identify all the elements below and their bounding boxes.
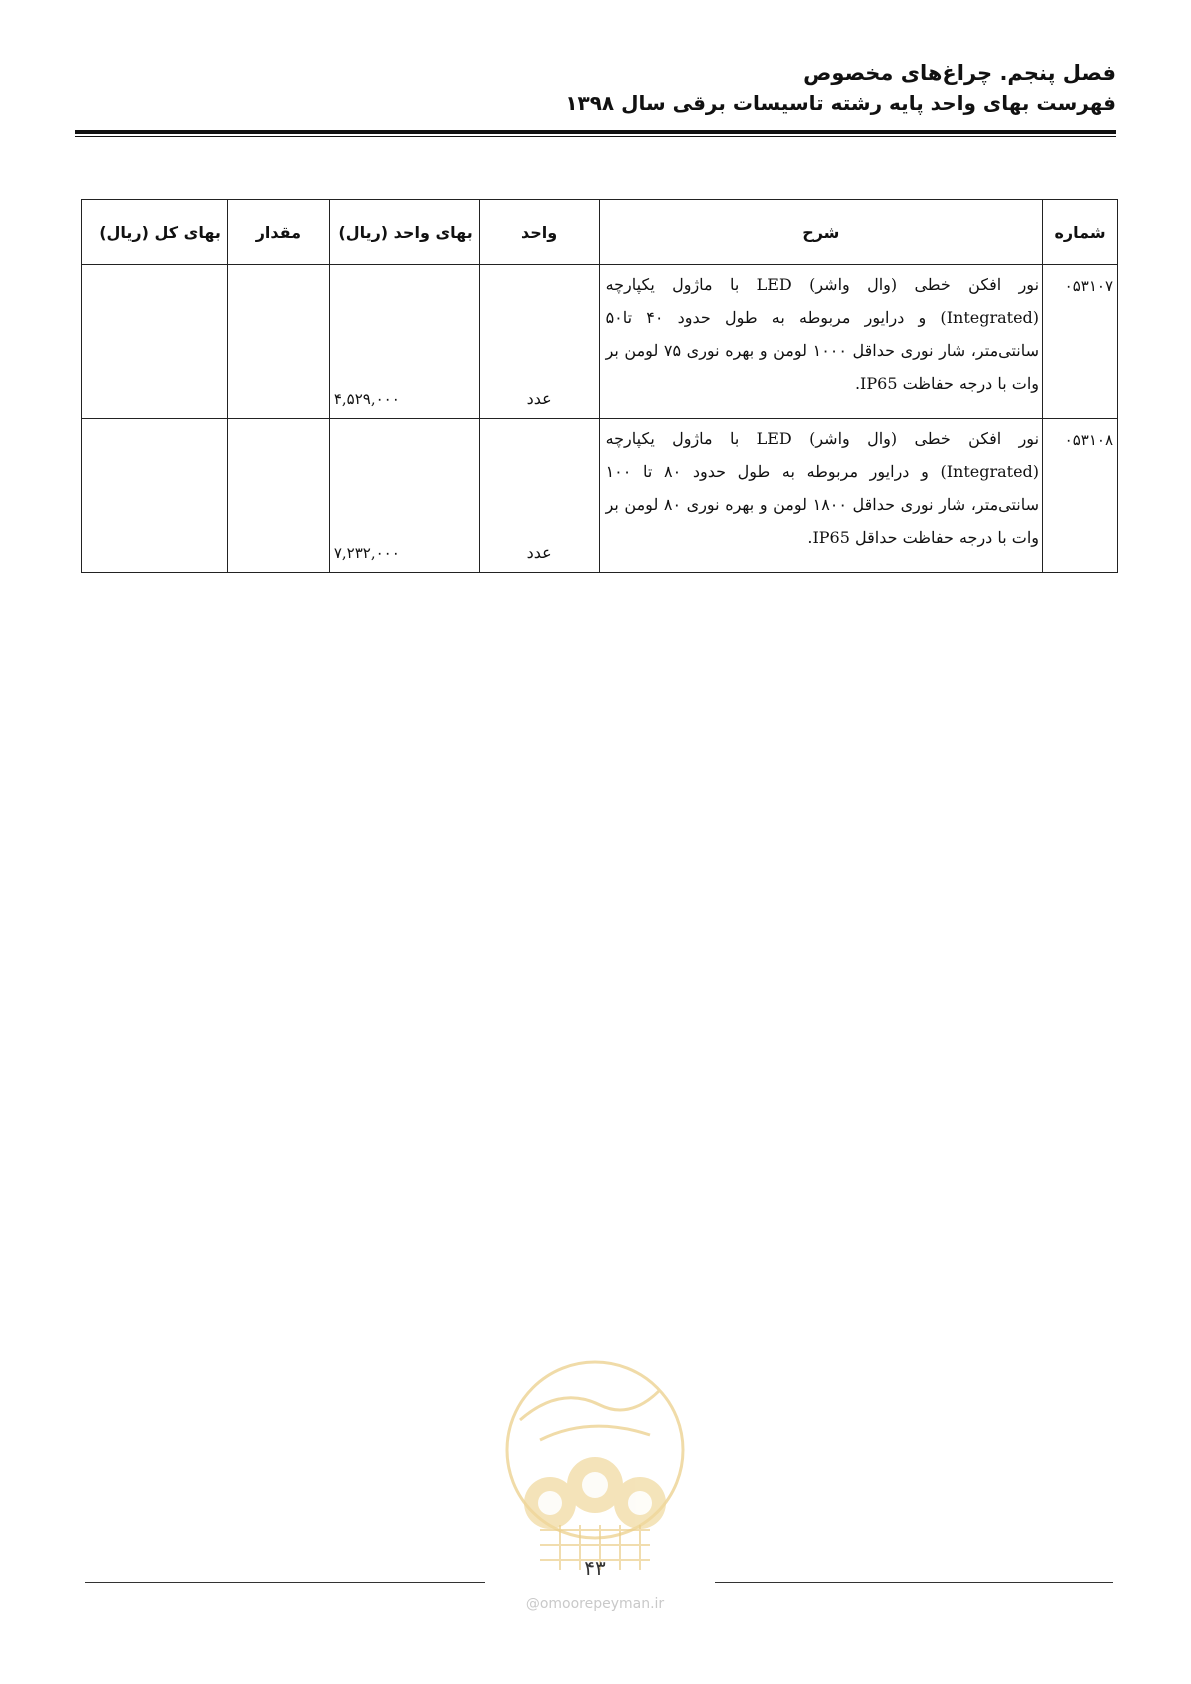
item-quantity xyxy=(227,419,329,573)
header-description: شرح xyxy=(599,200,1042,265)
item-description: نور افکن خطی (وال واشر) LED با ماژول یکپارچه (Integrated) و درایور مربوطه به طول حدود ۸۰ تا ۱۰۰ سانتی‌متر، شار نوری حداقل ۱۸۰۰ لومن و بهره نوری ۸۰ لومن بر وات با درجه حفاظت حداقل IP65. xyxy=(599,419,1042,573)
watermark-site: @omoorepeyman.ir xyxy=(525,1596,665,1612)
watermark-logo-icon xyxy=(500,1345,690,1585)
header-total-price: بهای کل (ریال) xyxy=(82,200,228,265)
table-header-row xyxy=(82,200,1118,265)
item-unit: عدد xyxy=(479,419,599,573)
header-rule-thin xyxy=(75,136,1116,137)
document-title: فهرست بهای واحد پایه رشته تاسیسات برقی سال ۱۳۹۸ xyxy=(565,91,1116,115)
item-unit-price: ۴,۵۲۹,۰۰۰ xyxy=(329,265,479,419)
footer-rule-left xyxy=(85,1582,485,1583)
item-quantity xyxy=(227,265,329,419)
chapter-title: فصل پنجم. چراغ‌های مخصوص xyxy=(803,61,1116,85)
header-number: شماره xyxy=(1043,200,1118,265)
header-rule-thick xyxy=(75,130,1116,134)
header-quantity: مقدار xyxy=(227,200,329,265)
header-unit: واحد xyxy=(479,200,599,265)
page-number: ۴۳ xyxy=(584,1556,606,1580)
item-number: ۰۵۳۱۰۷ xyxy=(1043,265,1118,419)
item-unit: عدد xyxy=(479,265,599,419)
item-unit-price: ۷,۲۳۲,۰۰۰ xyxy=(329,419,479,573)
page-header xyxy=(66,58,1116,118)
price-table xyxy=(81,199,1118,573)
table-row xyxy=(82,265,1118,419)
item-number: ۰۵۳۱۰۸ xyxy=(1043,419,1118,573)
item-description: نور افکن خطی (وال واشر) LED با ماژول یکپارچه (Integrated) و درایور مربوطه به طول حدود ۴۰ تا۵۰ سانتی‌متر، شار نوری حداقل ۱۰۰۰ لومن و بهره نوری ۷۵ لومن بر وات با درجه حفاظت IP65. xyxy=(599,265,1042,419)
footer-rule-right xyxy=(715,1582,1113,1583)
table-row xyxy=(82,419,1118,573)
item-total-price xyxy=(82,419,228,573)
header-unit-price: بهای واحد (ریال) xyxy=(329,200,479,265)
item-total-price xyxy=(82,265,228,419)
